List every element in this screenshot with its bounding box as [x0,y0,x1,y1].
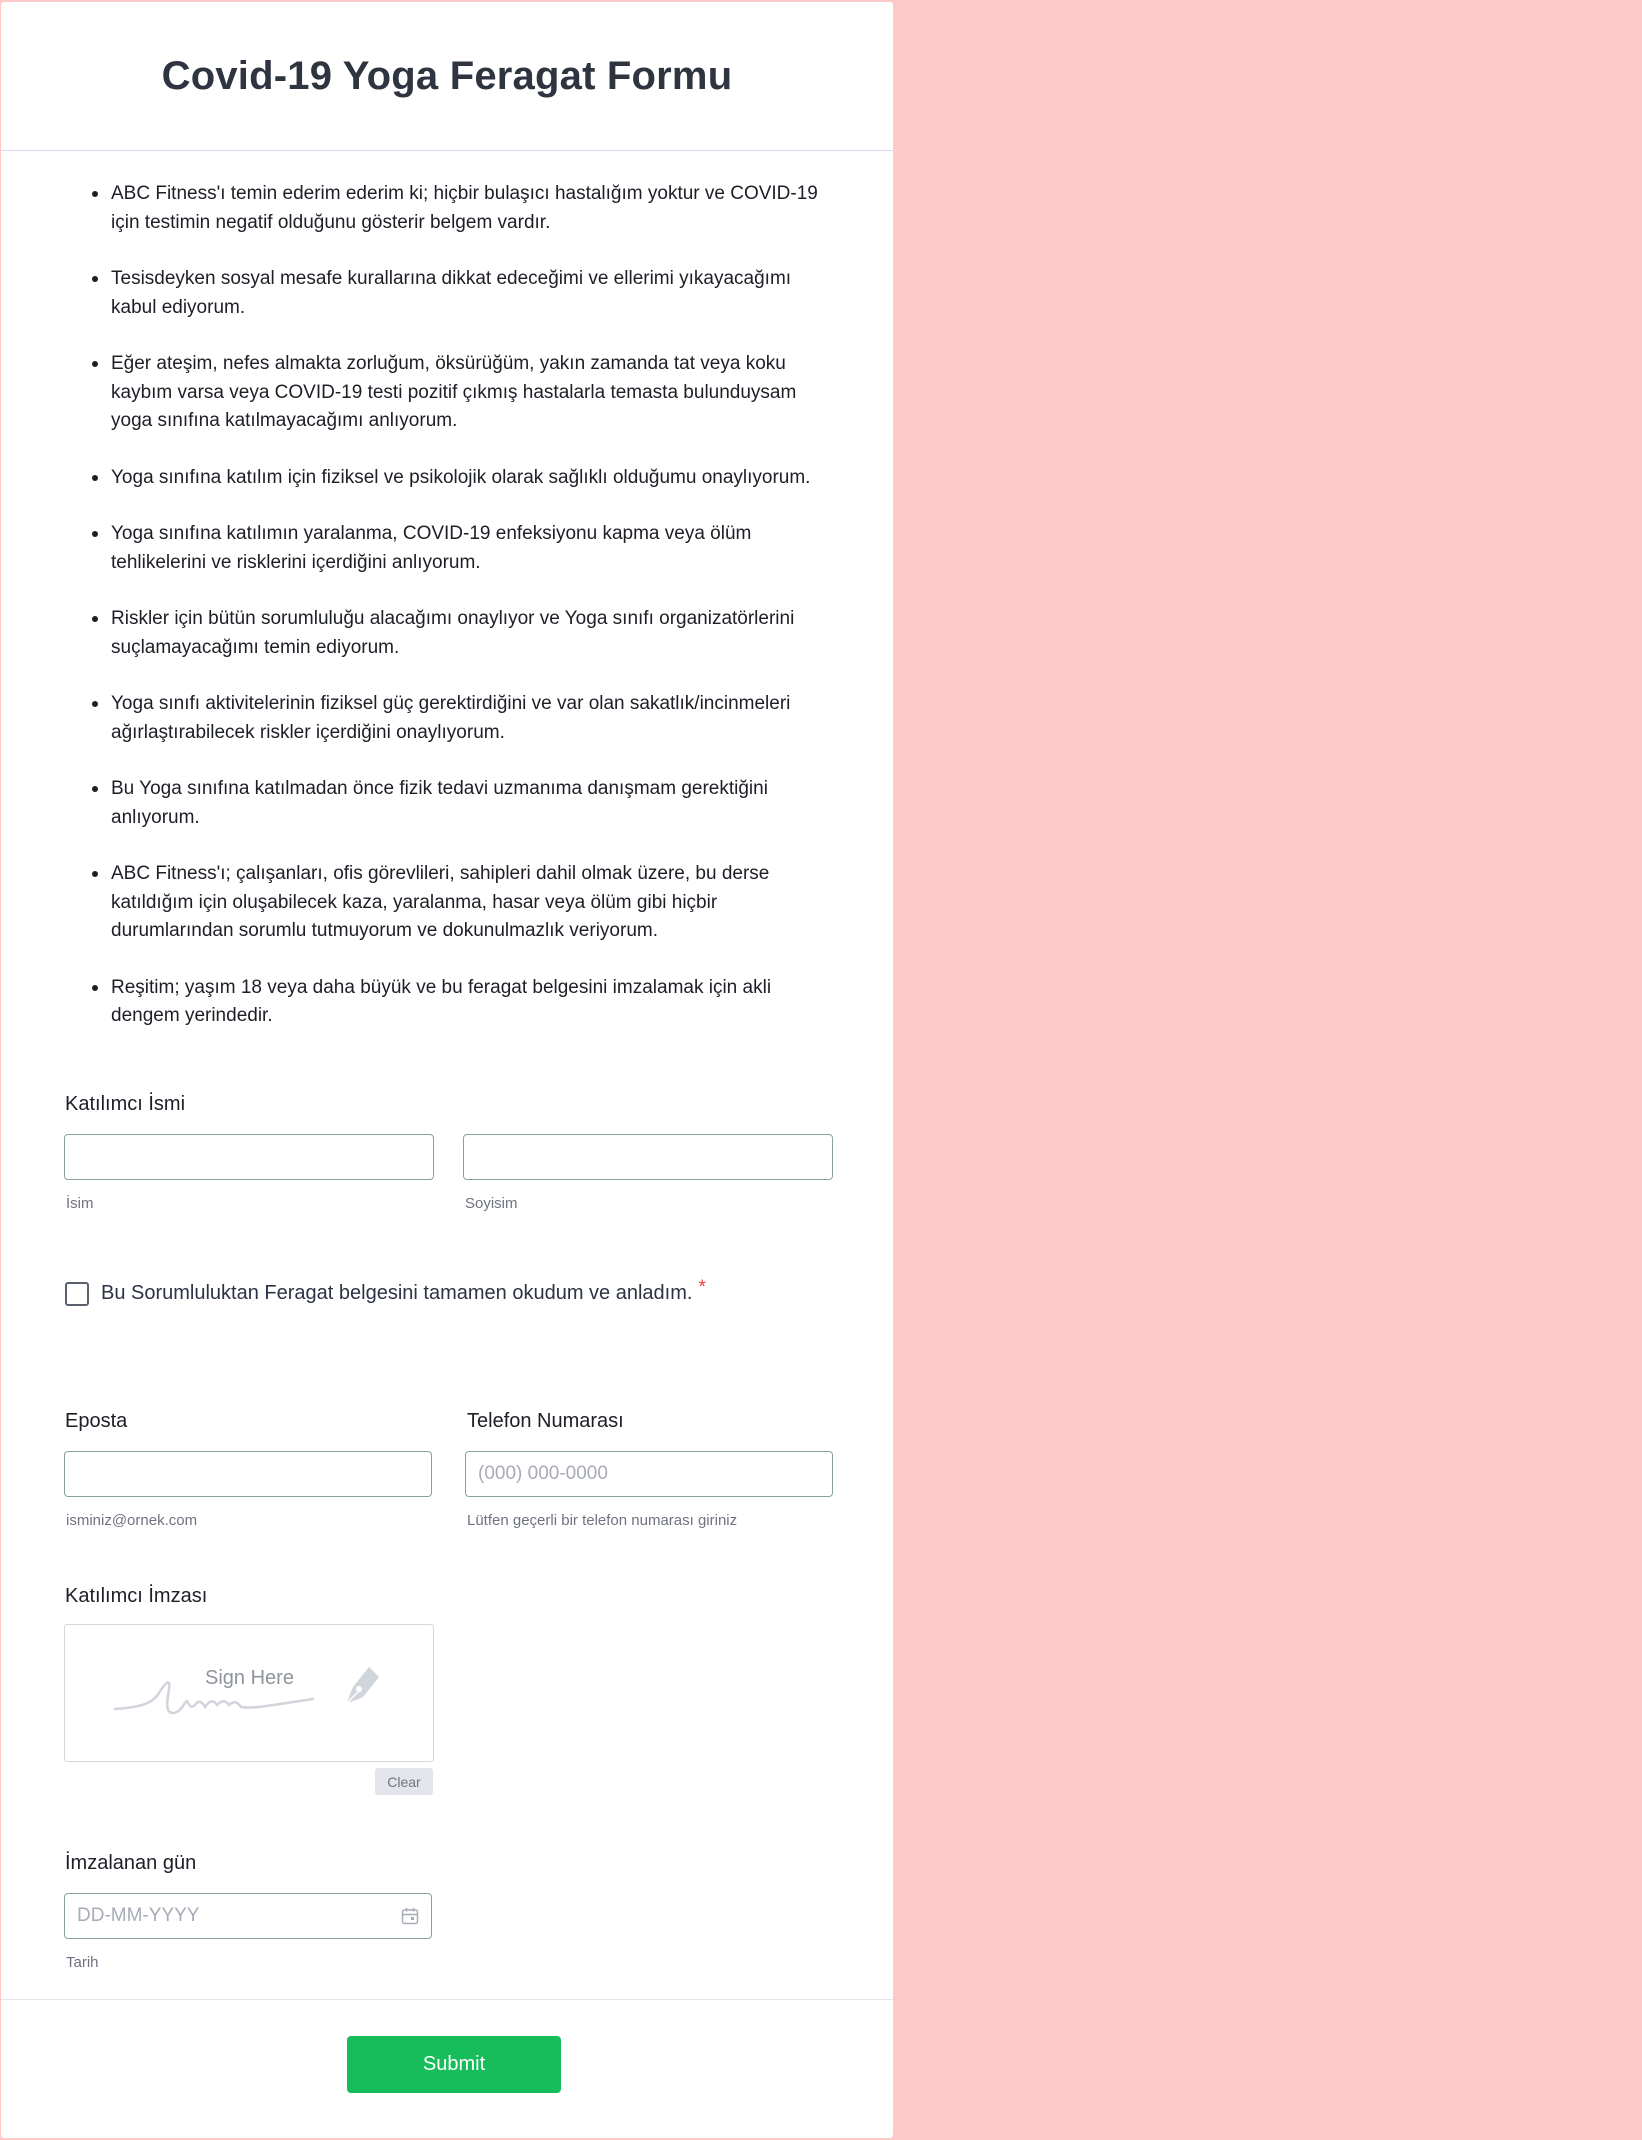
waiver-term: ABC Fitness'ı temin ederim ederim ki; hiçbir bulaşıcı hastalığım yoktur ve COVID-19 için testimin negatif olduğunu gösterir belgem vardır. [111,180,839,237]
signature-pad[interactable] [64,1624,434,1762]
waiver-term: Reşitim; yaşım 18 veya daha büyük ve bu feragat belgesini imzalamak için akli dengem yerindedir. [111,974,839,1031]
first-name-input[interactable] [64,1134,434,1180]
email-input[interactable] [64,1451,432,1497]
last-name-sublabel: Soyisim [465,1195,518,1212]
date-input[interactable] [64,1893,432,1939]
submit-button[interactable]: Submit [347,2036,561,2093]
form-card [1,2,893,2138]
calendar-icon[interactable] [401,1907,419,1925]
first-name-sublabel: İsim [66,1195,94,1212]
waiver-term: Yoga sınıfına katılımın yaralanma, COVID-19 enfeksiyonu kapma veya ölüm tehlikelerini ve risklerini içerdiğini anlıyorum. [111,520,839,577]
email-label: Eposta [65,1410,128,1432]
agreement-label[interactable] [101,1277,706,1305]
phone-input[interactable] [465,1451,833,1497]
phone-label: Telefon Numarası [467,1410,624,1432]
waiver-terms-list [111,180,839,1059]
form-title: Covid-19 Yoga Feragat Formu [161,53,733,98]
participant-name-label: Katılımcı İsmi [65,1093,186,1115]
footer-divider [1,1999,893,2000]
agreement-checkbox[interactable] [65,1282,89,1306]
waiver-term: Bu Yoga sınıfına katılmadan önce fizik tedavi uzmanıma danışmam gerektiğini anlıyorum. [111,775,839,832]
waiver-term: Riskler için bütün sorumluluğu alacağımı onaylıyor ve Yoga sınıfı organizatörlerini suçlamayacağımı temin ediyorum. [111,605,839,662]
date-placeholder: DD-MM-YYYY [77,1905,200,1926]
sign-here-prompt: Sign Here [205,1667,294,1689]
agreement-text: Bu Sorumluluktan Feragat belgesini tamamen okudum ve anladım. [101,1282,693,1304]
last-name-input[interactable] [463,1134,833,1180]
signature-label: Katılımcı İmzası [65,1585,208,1607]
email-sublabel: isminiz@ornek.com [66,1512,198,1529]
clear-signature-button[interactable]: Clear [375,1768,433,1795]
waiver-term: Eğer ateşim, nefes almakta zorluğum, öksürüğüm, yakın zamanda tat veya koku kaybım varsa veya COVID-19 testi pozitif çıkmış hastalarla temasta bulunduysam yoga sınıfına katılmayacağımı anlıyorum. [111,350,839,436]
phone-sublabel: Lütfen geçerli bir telefon numarası giriniz [467,1512,738,1529]
waiver-term: Yoga sınıfı aktivitelerinin fiziksel güç gerektirdiğini ve var olan sakatlık/incinmeleri ağırlaştırabilecek riskler içerdiğini onaylıyorum. [111,690,839,747]
form-header [1,2,893,151]
required-asterisk: * [698,1277,706,1298]
date-label: İmzalanan gün [65,1852,197,1874]
date-sublabel: Tarih [66,1954,99,1971]
waiver-term: Tesisdeyken sosyal mesafe kurallarına dikkat edeceğimi ve ellerimi yıkayacağımı kabul ediyorum. [111,265,839,322]
pen-nib-icon [339,1663,383,1707]
waiver-term: ABC Fitness'ı; çalışanları, ofis görevlileri, sahipleri dahil olmak üzere, bu derse katıldığım için oluşabilecek kaza, yaralanma, hasar veya ölüm gibi hiçbir durumlarından sorumlu tutmuyorum ve dokunulmazlık veriyorum. [111,860,839,946]
waiver-term: Yoga sınıfına katılım için fiziksel ve psikolojik olarak sağlıklı olduğumu onaylıyorum. [111,464,839,493]
